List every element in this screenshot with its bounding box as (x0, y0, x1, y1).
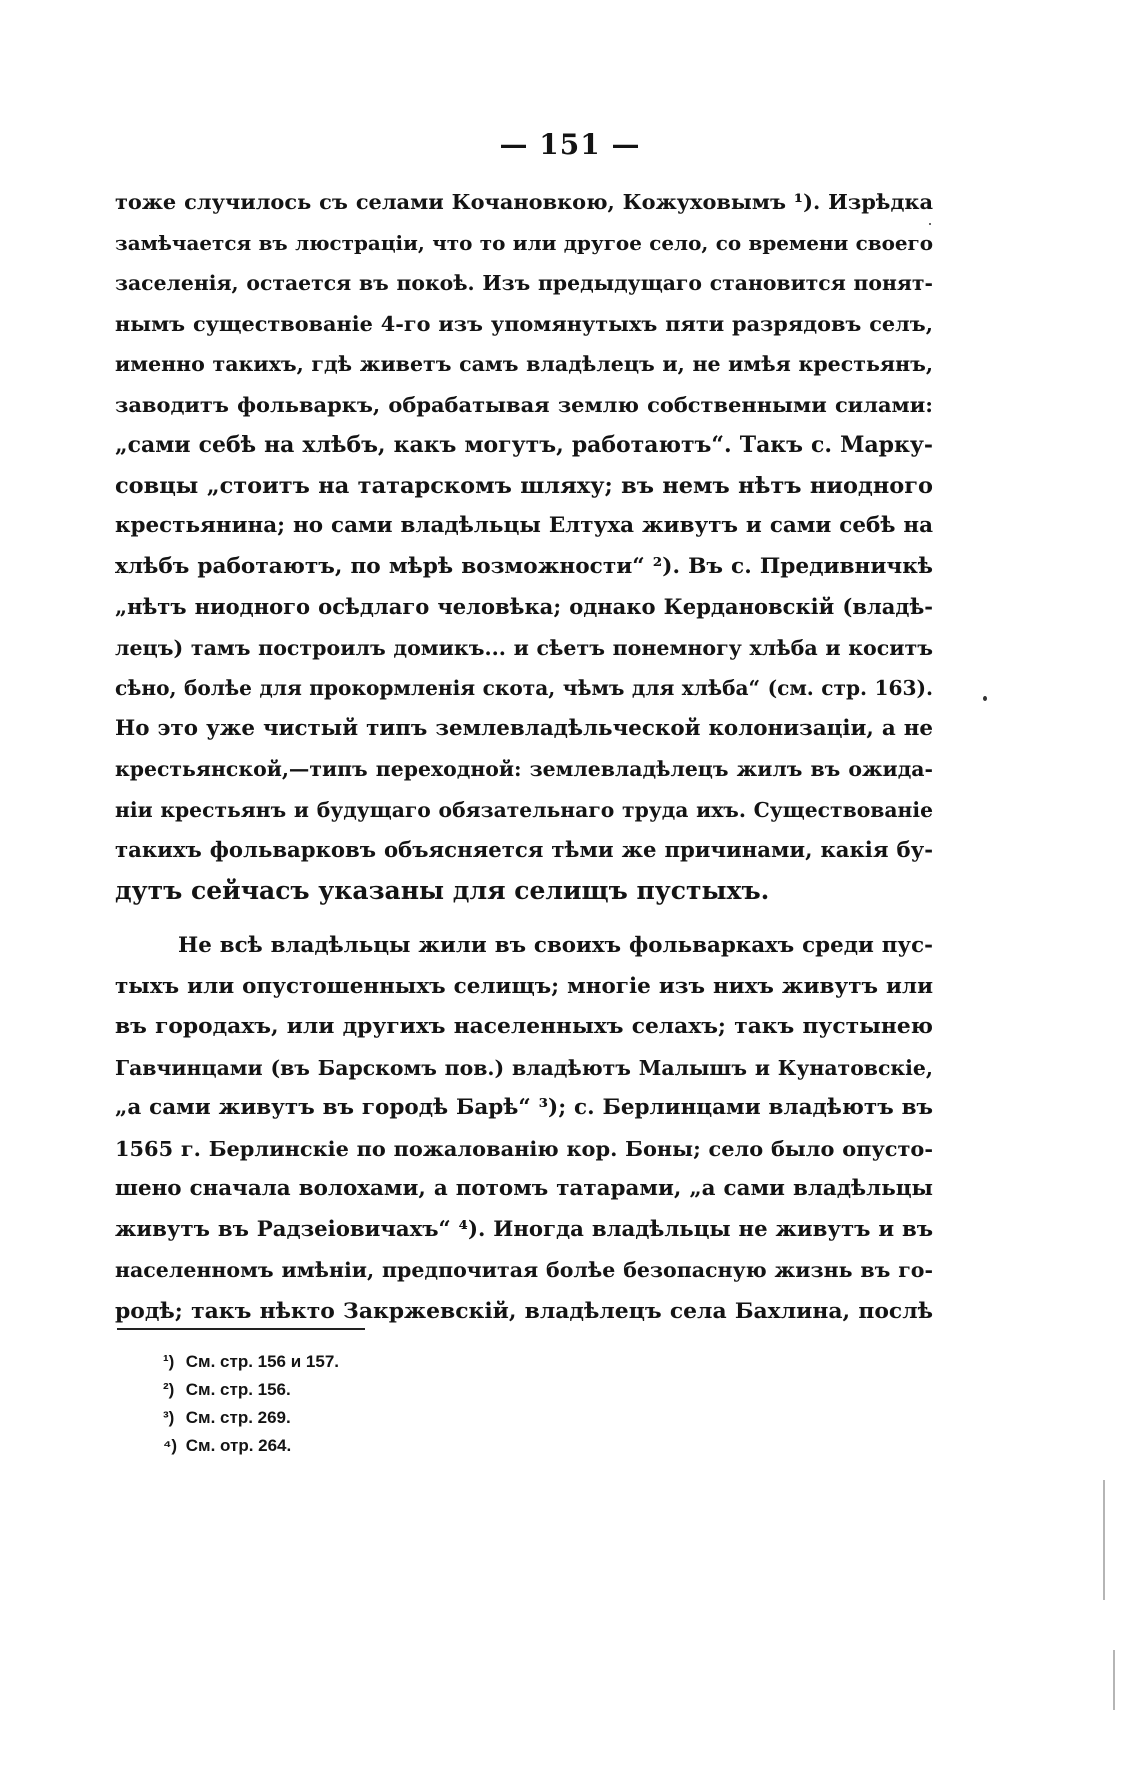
text-line: именно такихъ, гдѣ живетъ самъ владѣлецъ и, не имѣя крестьянъ, (115, 352, 933, 376)
footnote-text: См. стр. 156. (185, 1380, 291, 1399)
footnote-divider (117, 1328, 365, 1330)
scan-speck (929, 223, 931, 225)
text-line: лецъ) тамъ построилъ домикъ... и сѣетъ понемногу хлѣба и коситъ (115, 635, 933, 660)
text-line: заселенія, остается въ покоѣ. Изъ предыдущаго становится понят- (115, 271, 933, 295)
text-line: Гавчинцами (въ Барскомъ пов.) владѣютъ Малышъ и Кунатовскіе, (115, 1055, 933, 1080)
paragraph-1 (115, 182, 933, 911)
page-number: — 151 — (499, 128, 641, 161)
text-line: „нѣтъ ниодного осѣдлаго человѣка; однако Кердановскій (владѣ- (115, 594, 933, 619)
text-line: хлѣбъ работаютъ, по мѣрѣ возможности“ ²). Въ с. Предивничкѣ (115, 553, 933, 579)
footnote (163, 1404, 339, 1432)
scan-speck (983, 696, 987, 701)
text-line: нымъ существованіе 4-го изъ упомянутыхъ пяти разрядовъ селъ, (115, 310, 933, 336)
footnote-text: См. отр. 264. (185, 1436, 292, 1455)
text-line: Но это уже чистый типъ землевладѣльческой колонизаціи, а не (115, 715, 933, 741)
text-line: крестьянина; но сами владѣльцы Елтуха живутъ и сами себѣ на (115, 513, 933, 538)
footnote (163, 1348, 339, 1376)
text-line: замѣчается въ люстраціи, что то или другое село, со времени своего (115, 230, 933, 255)
text-line: родѣ; такъ нѣкто Закржевскій, владѣлецъ села Бахлина, послѣ (115, 1297, 933, 1324)
text-line: совцы „стоитъ на татарскомъ шляху; въ немъ нѣтъ ниодного (115, 472, 933, 499)
scan-edge-line (1113, 1650, 1115, 1710)
footnote-marker: ²) (163, 1380, 175, 1399)
body-text (115, 182, 933, 1331)
footnote-marker: ⁴) (163, 1436, 178, 1455)
footnote (163, 1376, 339, 1404)
footnote (163, 1432, 339, 1460)
paragraph-2 (115, 926, 933, 1331)
scan-edge-line (1103, 1480, 1105, 1600)
footnote-text: См. стр. 269. (185, 1408, 291, 1427)
text-line: „сами себѣ на хлѣбъ, какъ могутъ, работаютъ“. Такъ с. Марку- (115, 432, 933, 458)
text-line: „а сами живутъ въ городѣ Барѣ“ ³); с. Берлинцами владѣютъ въ (115, 1095, 933, 1120)
paragraph-gap (115, 911, 933, 926)
text-line: 1565 г. Берлинскіе по пожалованію кор. Боны; село было опусто- (115, 1135, 933, 1161)
footnote-marker: ³) (163, 1408, 175, 1427)
text-line: дутъ сейчасъ указаны для селищъ пустыхъ. (115, 875, 770, 905)
text-line: населенномъ имѣніи, предпочитая болѣе безопасную жизнь въ го- (115, 1258, 933, 1282)
text-line: Не всѣ владѣльцы жили въ своихъ фольваркахъ среди пус- (178, 933, 933, 958)
footnote-text: См. стр. 156 и 157. (185, 1352, 339, 1371)
text-line: живутъ въ Радзеіовичахъ“ ⁴). Иногда владѣльцы не живутъ и въ (115, 1216, 933, 1242)
footnote-marker: ¹) (163, 1352, 175, 1371)
text-line: заводитъ фольваркъ, обрабатывая землю собственными силами: (115, 391, 933, 417)
text-line: сѣно, болѣе для прокормленія скота, чѣмъ для хлѣба“ (см. стр. 163). (115, 676, 933, 700)
text-line: тыхъ или опустошенныхъ селищъ; многіе изъ нихъ живутъ или (115, 973, 933, 999)
text-line: въ городахъ, или другихъ населенныхъ селахъ; такъ пустынею (115, 1014, 933, 1039)
text-line: крестьянской,—типъ переходной: землевладѣлецъ жилъ въ ожида- (115, 757, 933, 781)
text-line: шено сначала волохами, а потомъ татарами, „а сами владѣльцы (115, 1176, 933, 1201)
text-line: ніи крестьянъ и будущаго обязательнаго труда ихъ. Существованіе (115, 797, 933, 822)
footnotes (163, 1348, 339, 1460)
text-line: тоже случилось съ селами Кочановкою, Кожуховымъ ¹). Изрѣдка (115, 189, 933, 214)
text-line: такихъ фольварковъ объясняется тѣми же причинами, какія бу- (115, 837, 933, 862)
